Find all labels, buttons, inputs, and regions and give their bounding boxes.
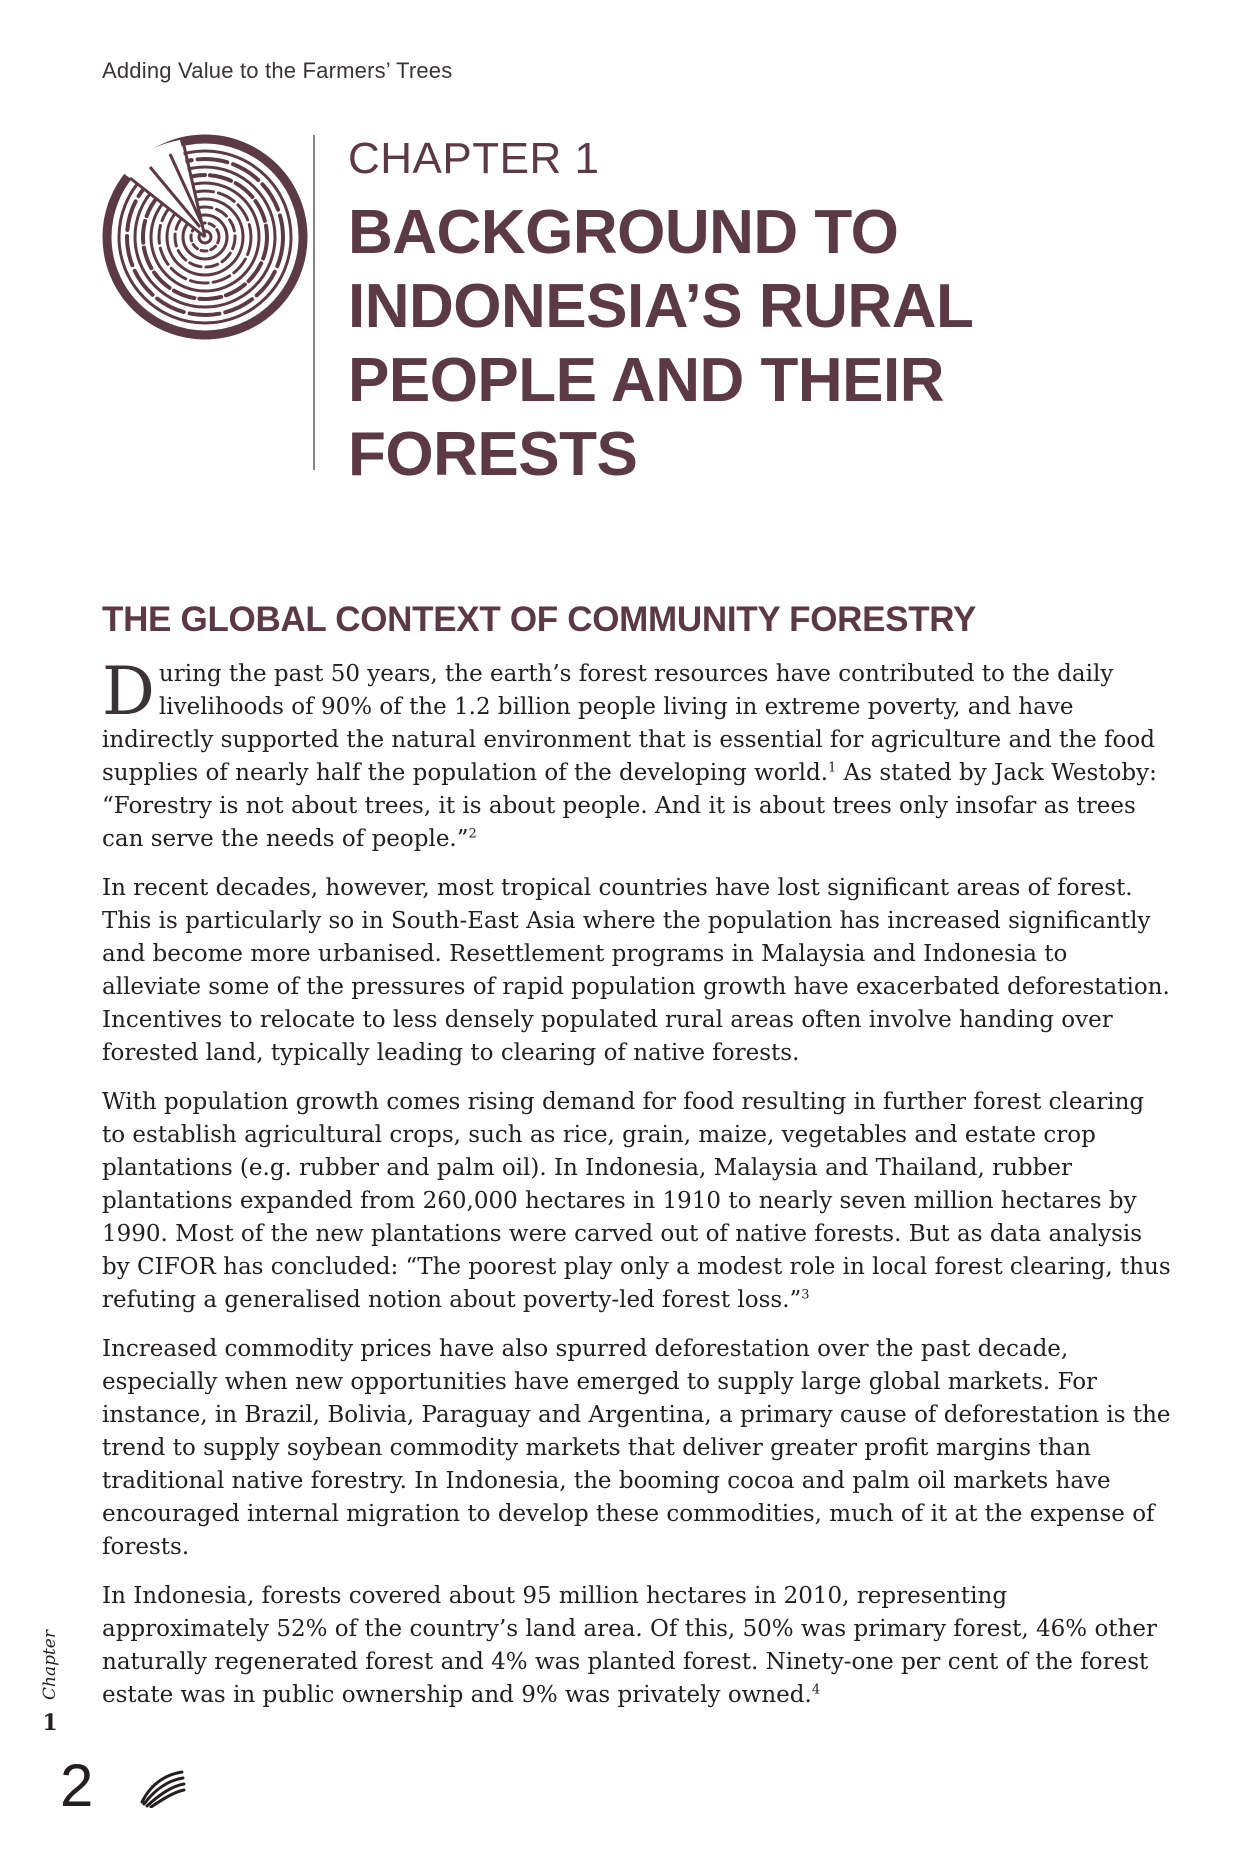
leaf-mark-icon	[138, 1768, 186, 1808]
paragraph	[102, 1580, 1172, 1712]
drop-cap: D	[102, 653, 155, 730]
footnote-ref[interactable]: 1	[828, 760, 837, 776]
side-tab-label: Chapter	[40, 1630, 60, 1700]
tree-ring-icon	[100, 132, 310, 342]
page-number: 2	[60, 1752, 94, 1819]
header-divider	[313, 135, 315, 470]
paragraph	[102, 1333, 1172, 1564]
chapter-title-line: FORESTS	[348, 420, 638, 489]
section-heading: THE GLOBAL CONTEXT OF COMMUNITY FORESTRY	[102, 600, 977, 639]
paragraph	[102, 653, 1172, 856]
footnote-ref[interactable]: 3	[801, 1287, 810, 1303]
paragraph-text: As stated by Jack Westoby: “Forestry is not about trees, it is about people. And it is about trees only insofar as trees can serve the needs of people.”	[102, 760, 1157, 852]
footnote-ref[interactable]: 4	[811, 1682, 821, 1698]
chapter-title-line: PEOPLE AND THEIR	[348, 346, 944, 415]
paragraph-text: In recent decades, however, most tropical countries have lost significant areas of forest. This is particularly so in South-East Asia where the population has increased significantly and become more urbanised. Resettlement programs in Malaysia and Indonesia to alleviate some of the pressures of rapid population growth have exacerbated deforestation. Incentives to relocate to less densely populated rural areas often involve handing over forested land, typically leading to clearing of native forests.	[102, 875, 1170, 1066]
paragraph	[102, 1086, 1172, 1317]
body-text	[102, 653, 1172, 1728]
side-tab-number: 1	[42, 1710, 58, 1736]
footnote-ref[interactable]: 2	[468, 826, 477, 842]
chapter-title	[348, 196, 988, 492]
chapter-title-line: BACKGROUND TO	[348, 198, 899, 267]
paragraph-text: In Indonesia, forests covered about 95 million hectares in 2010, representing approximately 52% of the country’s land area. Of this, 50% was primary forest, 46% other naturally regenerated forest and 4% was planted forest. Ninety-one per cent of the forest estate was in public ownership and 9% was privately owned.	[102, 1583, 1157, 1708]
chapter-title-line: INDONESIA’S RURAL	[348, 272, 974, 341]
paragraph-text: With population growth comes rising demand for food resulting in further forest clearing to establish agricultural crops, such as rice, grain, maize, vegetables and estate crop plantations (e.g. rubber and palm oil). In Indonesia, Malaysia and Thailand, rubber plantations expanded from 260,000 hectares in 1910 to nearly seven million hectares by 1990. Most of the new plantations were carved out of native forests. But as data analysis by CIFOR has concluded: “The poorest play only a modest role in local forest clearing, thus refuting a generalised notion about poverty-led forest loss.”	[102, 1089, 1171, 1313]
paragraph-text: uring the past 50 years, the earth’s forest resources have contributed to the daily livelihoods of 90% of the 1.2 billion people living in extreme poverty, and have indirectly supported the natural environment that is essential for agriculture and the food supplies of nearly half the population of the developing world.	[102, 661, 1155, 786]
running-head: Adding Value to the Farmers’ Trees	[102, 58, 453, 83]
paragraph	[102, 872, 1172, 1070]
chapter-label: CHAPTER 1	[348, 134, 600, 183]
paragraph-text: Increased commodity prices have also spurred deforestation over the past decade, especially when new opportunities have emerged to supply large global markets. For instance, in Brazil, Bolivia, Paraguay and Argentina, a primary cause of deforestation is the trend to supply soybean commodity markets that deliver greater profit margins than traditional native forestry. In Indonesia, the booming cocoa and palm oil markets have encouraged internal migration to develop these commodities, much of it at the expense of forests.	[102, 1336, 1171, 1560]
